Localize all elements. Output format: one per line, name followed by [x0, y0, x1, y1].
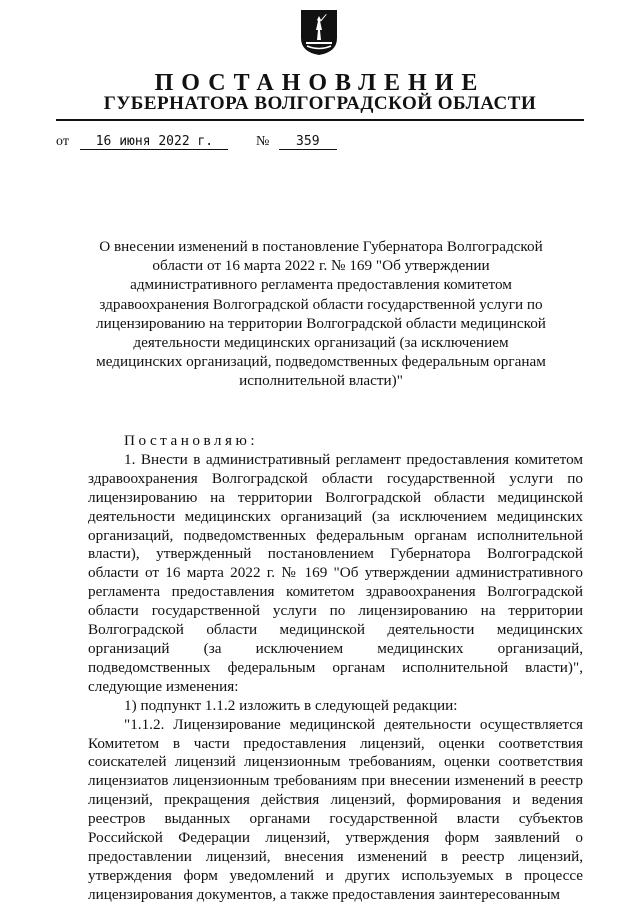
- document-subject: О внесении изменений в постановление Губернатора Волгоградской области от 16 марта 2022 г. № 169 "Об утверждении административного регламента предоставления комитетом здравоохранения Волгоградской области государственной услуги по лицензированию на территории Волгоградской области медицинской деятельности медицинских организаций (за исключением медицинских организаций, подведомственных федеральным органам исполнительной власти)": [96, 238, 546, 390]
- document-body: [88, 432, 583, 905]
- date-label: от: [56, 134, 69, 149]
- document-date: 16 июня 2022 г.: [80, 134, 228, 150]
- date-number-line: [56, 134, 337, 150]
- paragraph-2: 1) подпункт 1.1.2 изложить в следующей редакции:: [124, 696, 458, 714]
- paragraph-1: 1. Внести в административный регламент предоставления комитетом здравоохранения Волгоградской области государственной услуги по лицензированию на территории Волгоградской области медицинской деятельности медицинских организаций (за исключением медицинских организаций, подведомственных федеральным органам исполнительной власти), утвержденный постановлением Губернатора Волгоградской области от 16 марта 2022 г. № 169 "Об утверждении административного регламента предоставления комитетом здравоохранения Волгоградской области государственной услуги по лицензированию на территории Волгоградской области медицинской деятельности медицинских организаций (за исключением медицинских организаций, подведомственных федеральным органам исполнительной власти)", следующие изменения:: [88, 450, 583, 695]
- document-title: ПОСТАНОВЛЕНИЕ: [154, 70, 486, 96]
- paragraph-3: "1.1.2. Лицензирование медицинской деятельности осуществляется Комитетом в части предоставления лицензий, оценки соответствия соискателей лицензий лицензионным требованиям, оценки соответствия лицензиатов лицензионным требованиям при внесении изменений в реестр лицензий, прекращения действия лицензий, формирования и ведения реестров выданных органами государственной власти субъектов Российской Федерации лицензий, утверждения форм заявлений о предоставлении лицензий, внесения изменений в реестр лицензий, утверждения форм уведомлений и других используемых в процессе лицензирования документов, а также предоставления заинтересованным: [88, 715, 583, 903]
- document-subtitle: ГУБЕРНАТОРА ВОЛГОГРАДСКОЙ ОБЛАСТИ: [103, 93, 537, 114]
- number-label: №: [255, 134, 270, 149]
- decree-word: Постановляю:: [124, 432, 259, 449]
- header-divider: [56, 119, 584, 121]
- document-number: 359: [279, 134, 337, 150]
- volgograd-coat-of-arms-icon: [299, 8, 339, 56]
